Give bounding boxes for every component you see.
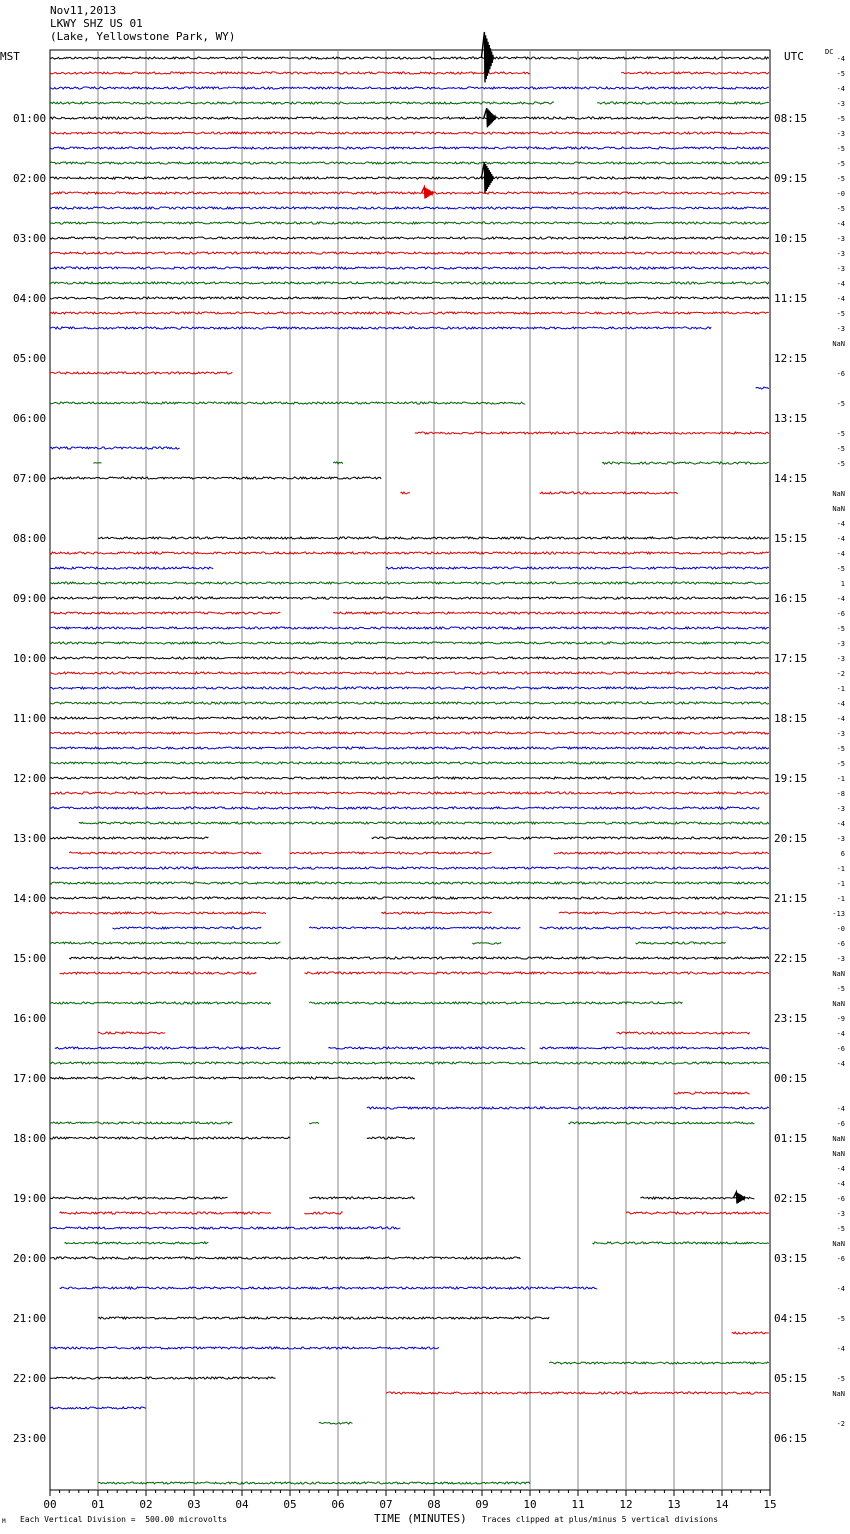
trace-segment bbox=[98, 1482, 530, 1484]
dc-offset: -5 bbox=[836, 310, 845, 318]
trace-segment bbox=[79, 822, 769, 824]
trace-segment bbox=[50, 372, 232, 374]
trace-segment bbox=[50, 1002, 271, 1004]
trace-segment bbox=[636, 942, 726, 944]
trace-segment bbox=[50, 1347, 439, 1349]
dc-offset: -3 bbox=[836, 130, 845, 138]
trace-segment bbox=[50, 117, 769, 119]
utc-hour-label: 08:15 bbox=[774, 112, 808, 125]
trace-segment bbox=[50, 57, 769, 59]
x-tick-label: 00 bbox=[43, 1498, 57, 1511]
trace-segment bbox=[540, 492, 678, 494]
clip-note: Traces clipped at plus/minus 5 vertical divisions bbox=[482, 1515, 719, 1524]
chart-date: Nov11,2013 bbox=[50, 4, 117, 17]
dc-offset: -3 bbox=[836, 100, 845, 108]
trace-segment bbox=[381, 912, 491, 914]
mst-hour-label: 17:00 bbox=[13, 1072, 47, 1085]
trace-segment bbox=[50, 267, 769, 269]
dc-offset: -1 bbox=[836, 880, 845, 888]
trace-segment bbox=[50, 222, 769, 224]
dc-offset: -3 bbox=[836, 655, 845, 663]
dc-offset: -13 bbox=[832, 910, 845, 918]
dc-offset: -5 bbox=[836, 1375, 845, 1383]
trace-segment bbox=[50, 282, 769, 284]
dc-offset: -1 bbox=[836, 685, 845, 693]
dc-offset: -5 bbox=[836, 445, 845, 453]
dc-offset: -6 bbox=[836, 370, 845, 378]
trace-segment bbox=[616, 1032, 749, 1034]
trace-segment bbox=[50, 717, 769, 719]
utc-hour-label: 02:15 bbox=[774, 1192, 808, 1205]
mst-hour-label: 21:00 bbox=[13, 1312, 47, 1325]
dc-offset: -6 bbox=[836, 1255, 845, 1263]
trace-segment bbox=[328, 1047, 525, 1049]
dc-offset: -5 bbox=[836, 160, 845, 168]
trace-segment bbox=[50, 402, 525, 404]
trace-segment bbox=[333, 612, 769, 614]
dc-offset: 6 bbox=[840, 850, 845, 858]
dc-offset: -3 bbox=[836, 730, 845, 738]
utc-hour-label: 03:15 bbox=[774, 1252, 808, 1265]
dc-offset: -3 bbox=[836, 835, 845, 843]
mst-hour-label: 22:00 bbox=[13, 1372, 47, 1385]
dc-offset: -3 bbox=[836, 955, 845, 963]
x-tick-label: 07 bbox=[379, 1498, 393, 1511]
dc-offset: -3 bbox=[836, 325, 845, 333]
dc-offset: -4 bbox=[836, 1165, 845, 1173]
trace-segment bbox=[50, 792, 769, 794]
trace-segment bbox=[50, 747, 769, 749]
dc-offset: NaN bbox=[832, 505, 845, 513]
mst-hour-label: 03:00 bbox=[13, 232, 47, 245]
trace-segment bbox=[60, 1212, 271, 1214]
mst-hour-label: 11:00 bbox=[13, 712, 47, 725]
trace-segment bbox=[50, 312, 769, 314]
trace-segment bbox=[50, 912, 266, 914]
trace-segment bbox=[540, 927, 769, 929]
x-tick-label: 01 bbox=[91, 1498, 105, 1511]
mst-hour-label: 08:00 bbox=[13, 532, 47, 545]
utc-hour-label: 22:15 bbox=[774, 952, 808, 965]
trace-segment bbox=[319, 1422, 353, 1424]
dc-offset: -4 bbox=[836, 595, 845, 603]
dc-offset: -5 bbox=[836, 760, 845, 768]
seismic-event-mark bbox=[484, 108, 496, 127]
trace-segment bbox=[50, 552, 769, 554]
utc-hour-label: 15:15 bbox=[774, 532, 808, 545]
mst-hour-label: 10:00 bbox=[13, 652, 47, 665]
utc-hour-label: 06:15 bbox=[774, 1432, 808, 1445]
utc-hour-label: 10:15 bbox=[774, 232, 808, 245]
trace-segment bbox=[60, 972, 257, 974]
mst-hour-label: 18:00 bbox=[13, 1132, 47, 1145]
trace-segment bbox=[50, 627, 769, 629]
mst-hour-label: 12:00 bbox=[13, 772, 47, 785]
trace-segment bbox=[50, 1122, 232, 1124]
mst-hour-labels bbox=[13, 112, 46, 1445]
dc-offset: -4 bbox=[836, 1060, 845, 1068]
trace-segment bbox=[386, 1392, 769, 1394]
mst-axis-label: MST bbox=[0, 50, 20, 63]
utc-hour-label: 12:15 bbox=[774, 352, 808, 365]
trace-segment bbox=[372, 837, 769, 839]
trace-segment bbox=[309, 1122, 319, 1124]
mst-hour-label: 16:00 bbox=[13, 1012, 47, 1025]
x-tick-label: 13 bbox=[667, 1498, 681, 1511]
trace-segment bbox=[309, 1002, 682, 1004]
x-tick-label: 05 bbox=[283, 1498, 297, 1511]
utc-hour-label: 13:15 bbox=[774, 412, 808, 425]
dc-offset: -1 bbox=[836, 865, 845, 873]
trace-segment bbox=[50, 597, 769, 599]
dc-offset: -0 bbox=[836, 190, 845, 198]
dc-offset: NaN bbox=[832, 1150, 845, 1158]
trace-segment bbox=[50, 192, 769, 194]
dc-offset: -3 bbox=[836, 640, 845, 648]
trace-segment bbox=[50, 642, 769, 644]
trace-segment bbox=[50, 1077, 415, 1079]
x-tick-label: 08 bbox=[427, 1498, 441, 1511]
utc-hour-label: 17:15 bbox=[774, 652, 808, 665]
trace-segment bbox=[592, 1242, 768, 1244]
trace-segment bbox=[674, 1092, 750, 1094]
trace-segment bbox=[367, 1107, 769, 1109]
dc-offset: -6 bbox=[836, 610, 845, 618]
trace-segment bbox=[309, 927, 520, 929]
trace-segment bbox=[50, 327, 711, 329]
trace-segment bbox=[50, 1197, 228, 1199]
trace-segment bbox=[50, 147, 769, 149]
trace-segment bbox=[64, 1242, 208, 1244]
x-tick-label: 03 bbox=[187, 1498, 201, 1511]
trace-segment bbox=[50, 882, 769, 884]
trace-segment bbox=[50, 1062, 769, 1064]
x-tick-label: 04 bbox=[235, 1498, 249, 1511]
dc-offset-labels bbox=[832, 55, 845, 1428]
trace-segment bbox=[415, 432, 769, 434]
dc-offset: -1 bbox=[836, 775, 845, 783]
dc-offset: -0 bbox=[836, 925, 845, 933]
trace-segment bbox=[50, 87, 769, 89]
dc-offset: NaN bbox=[832, 1000, 845, 1008]
trace-segment bbox=[472, 942, 501, 944]
x-axis-title: TIME (MINUTES) bbox=[374, 1512, 467, 1525]
trace-segment bbox=[554, 852, 769, 854]
trace-segment bbox=[50, 942, 280, 944]
utc-hour-label: 20:15 bbox=[774, 832, 808, 845]
plot-frame bbox=[50, 50, 770, 1490]
trace-segment bbox=[386, 567, 769, 569]
trace-segment bbox=[304, 972, 768, 974]
mst-hour-label: 02:00 bbox=[13, 172, 47, 185]
dc-offset: -4 bbox=[836, 220, 845, 228]
utc-hour-label: 00:15 bbox=[774, 1072, 808, 1085]
mst-hour-label: 20:00 bbox=[13, 1252, 47, 1265]
dc-offset: -3 bbox=[836, 250, 845, 258]
utc-hour-label: 04:15 bbox=[774, 1312, 808, 1325]
trace-segment bbox=[50, 102, 554, 104]
trace-segment bbox=[732, 1332, 769, 1334]
mst-hour-label: 15:00 bbox=[13, 952, 47, 965]
footer-mark: M bbox=[2, 1518, 6, 1525]
dc-offset: -4 bbox=[836, 85, 845, 93]
dc-offset: -5 bbox=[836, 400, 845, 408]
dc-offset: -4 bbox=[836, 280, 845, 288]
trace-segment bbox=[50, 672, 769, 674]
dc-offset: NaN bbox=[832, 1390, 845, 1398]
trace-segment bbox=[50, 207, 769, 209]
dc-offset: -4 bbox=[836, 535, 845, 543]
mst-hour-label: 09:00 bbox=[13, 592, 47, 605]
utc-hour-label: 11:15 bbox=[774, 292, 808, 305]
trace-segment bbox=[50, 177, 769, 179]
utc-hour-label: 21:15 bbox=[774, 892, 808, 905]
trace-segment bbox=[50, 1257, 520, 1259]
dc-offset: -5 bbox=[836, 1315, 845, 1323]
dc-offset: -5 bbox=[836, 625, 845, 633]
trace-segment bbox=[50, 762, 769, 764]
trace-segment bbox=[626, 1212, 769, 1214]
dc-offset: -5 bbox=[836, 745, 845, 753]
dc-offset: -6 bbox=[836, 1195, 845, 1203]
dc-offset: -5 bbox=[836, 460, 845, 468]
trace-segment bbox=[50, 162, 769, 164]
dc-offset: -5 bbox=[836, 145, 845, 153]
trace-segment bbox=[50, 657, 769, 659]
utc-hour-label: 09:15 bbox=[774, 172, 808, 185]
trace-segment bbox=[93, 463, 101, 464]
trace-segment bbox=[50, 867, 769, 869]
trace-segment bbox=[50, 132, 769, 134]
dc-offset: -9 bbox=[836, 1015, 845, 1023]
dc-offset: -1 bbox=[836, 895, 845, 903]
dc-offset: -4 bbox=[836, 1030, 845, 1038]
trace-segment bbox=[50, 732, 769, 734]
trace-segment bbox=[50, 447, 180, 449]
trace-segment bbox=[309, 1197, 415, 1199]
dc-offset: -3 bbox=[836, 235, 845, 243]
trace-segment bbox=[50, 837, 208, 839]
trace-segment bbox=[756, 387, 769, 389]
trace-segment bbox=[98, 537, 769, 539]
trace-segment bbox=[400, 492, 410, 494]
trace-segment bbox=[559, 912, 769, 914]
mst-hour-label: 19:00 bbox=[13, 1192, 47, 1205]
trace-segment bbox=[50, 1227, 400, 1229]
mst-hour-label: 13:00 bbox=[13, 832, 47, 845]
dc-offset: -3 bbox=[836, 805, 845, 813]
dc-offset: -4 bbox=[836, 295, 845, 303]
dc-offset: -4 bbox=[836, 520, 845, 528]
trace-segment bbox=[50, 1137, 290, 1139]
trace-segment bbox=[55, 1047, 281, 1049]
dc-offset: -4 bbox=[836, 1345, 845, 1353]
trace-segment bbox=[597, 102, 769, 104]
trace-segment bbox=[50, 687, 769, 689]
chart-title: LKWY SHZ US 01 bbox=[50, 17, 143, 30]
dc-offset: NaN bbox=[832, 490, 845, 498]
trace-segment bbox=[50, 702, 769, 704]
dc-offset: -5 bbox=[836, 205, 845, 213]
trace-segment bbox=[69, 957, 769, 959]
mst-hour-label: 06:00 bbox=[13, 412, 47, 425]
utc-hour-label: 05:15 bbox=[774, 1372, 808, 1385]
trace-segment bbox=[50, 582, 769, 584]
mst-hour-label: 01:00 bbox=[13, 112, 47, 125]
dc-offset: -5 bbox=[836, 565, 845, 573]
dc-offset: -8 bbox=[836, 790, 845, 798]
trace-segment bbox=[602, 462, 769, 464]
dc-offset: -5 bbox=[836, 985, 845, 993]
trace-segment bbox=[367, 1137, 415, 1139]
dc-offset: -2 bbox=[836, 670, 845, 678]
trace-segment bbox=[304, 1212, 342, 1214]
trace-segment bbox=[50, 897, 769, 899]
trace-segment bbox=[50, 237, 769, 239]
dc-offset: -6 bbox=[836, 1120, 845, 1128]
trace-segment bbox=[50, 777, 769, 779]
utc-axis-label: UTC bbox=[784, 50, 804, 63]
mst-hour-label: 07:00 bbox=[13, 472, 47, 485]
utc-hour-labels bbox=[774, 112, 807, 1445]
trace-segment bbox=[60, 1287, 598, 1289]
dc-offset: -5 bbox=[836, 1225, 845, 1233]
dc-offset: NaN bbox=[832, 970, 845, 978]
chart-location: (Lake, Yellowstone Park, WY) bbox=[50, 30, 236, 43]
dc-offset: -5 bbox=[836, 175, 845, 183]
utc-hour-label: 19:15 bbox=[774, 772, 808, 785]
dc-offset: -5 bbox=[836, 115, 845, 123]
x-tick-label: 09 bbox=[475, 1498, 489, 1511]
dc-offset: -6 bbox=[836, 1045, 845, 1053]
x-tick-label: 02 bbox=[139, 1498, 153, 1511]
trace-layer bbox=[50, 32, 769, 1484]
trace-segment bbox=[621, 72, 769, 74]
dc-offset: -5 bbox=[836, 70, 845, 78]
dc-offset: NaN bbox=[832, 340, 845, 348]
dc-offset: -4 bbox=[836, 1180, 845, 1188]
dc-offset: -4 bbox=[836, 715, 845, 723]
x-tick-label: 15 bbox=[763, 1498, 777, 1511]
mst-hour-label: 14:00 bbox=[13, 892, 47, 905]
dc-offset: -5 bbox=[836, 430, 845, 438]
mst-hour-label: 23:00 bbox=[13, 1432, 47, 1445]
dc-offset: -2 bbox=[836, 1420, 845, 1428]
x-tick-label: 11 bbox=[571, 1498, 585, 1511]
dc-offset: 1 bbox=[840, 580, 845, 588]
dc-label: DC bbox=[825, 48, 834, 56]
utc-hour-label: 01:15 bbox=[774, 1132, 808, 1145]
mst-hour-label: 05:00 bbox=[13, 352, 47, 365]
x-tick-label: 14 bbox=[715, 1498, 729, 1511]
dc-offset: -4 bbox=[836, 55, 845, 63]
trace-segment bbox=[50, 612, 280, 614]
dc-offset: NaN bbox=[832, 1240, 845, 1248]
dc-offset: -4 bbox=[836, 700, 845, 708]
trace-segment bbox=[50, 297, 769, 299]
dc-offset: -3 bbox=[836, 1210, 845, 1218]
utc-hour-label: 23:15 bbox=[774, 1012, 808, 1025]
trace-segment bbox=[112, 927, 261, 929]
utc-hour-label: 16:15 bbox=[774, 592, 808, 605]
dc-offset: NaN bbox=[832, 1135, 845, 1143]
trace-segment bbox=[50, 477, 381, 479]
utc-hour-label: 14:15 bbox=[774, 472, 808, 485]
trace-segment bbox=[50, 252, 769, 254]
trace-segment bbox=[549, 1362, 769, 1364]
trace-segment bbox=[568, 1122, 754, 1124]
seismic-event-mark bbox=[481, 32, 493, 82]
dc-offset: -6 bbox=[836, 940, 845, 948]
trace-segment bbox=[290, 852, 492, 854]
x-tick-label: 10 bbox=[523, 1498, 537, 1511]
scale-note: Each Vertical Division = 500.00 microvolts bbox=[20, 1515, 228, 1524]
trace-segment bbox=[50, 807, 759, 809]
x-tick-label: 12 bbox=[619, 1498, 633, 1511]
x-tick-label: 06 bbox=[331, 1498, 345, 1511]
dc-offset: -4 bbox=[836, 820, 845, 828]
trace-segment bbox=[50, 567, 213, 569]
mst-hour-label: 04:00 bbox=[13, 292, 47, 305]
plot-grid bbox=[50, 50, 770, 1490]
dc-offset: -4 bbox=[836, 550, 845, 558]
trace-segment bbox=[98, 1032, 165, 1034]
dc-offset: -3 bbox=[836, 265, 845, 273]
dc-offset: -4 bbox=[836, 1285, 845, 1293]
utc-hour-label: 18:15 bbox=[774, 712, 808, 725]
trace-segment bbox=[540, 1047, 769, 1049]
dc-offset: -4 bbox=[836, 1105, 845, 1113]
x-axis bbox=[43, 1490, 776, 1511]
